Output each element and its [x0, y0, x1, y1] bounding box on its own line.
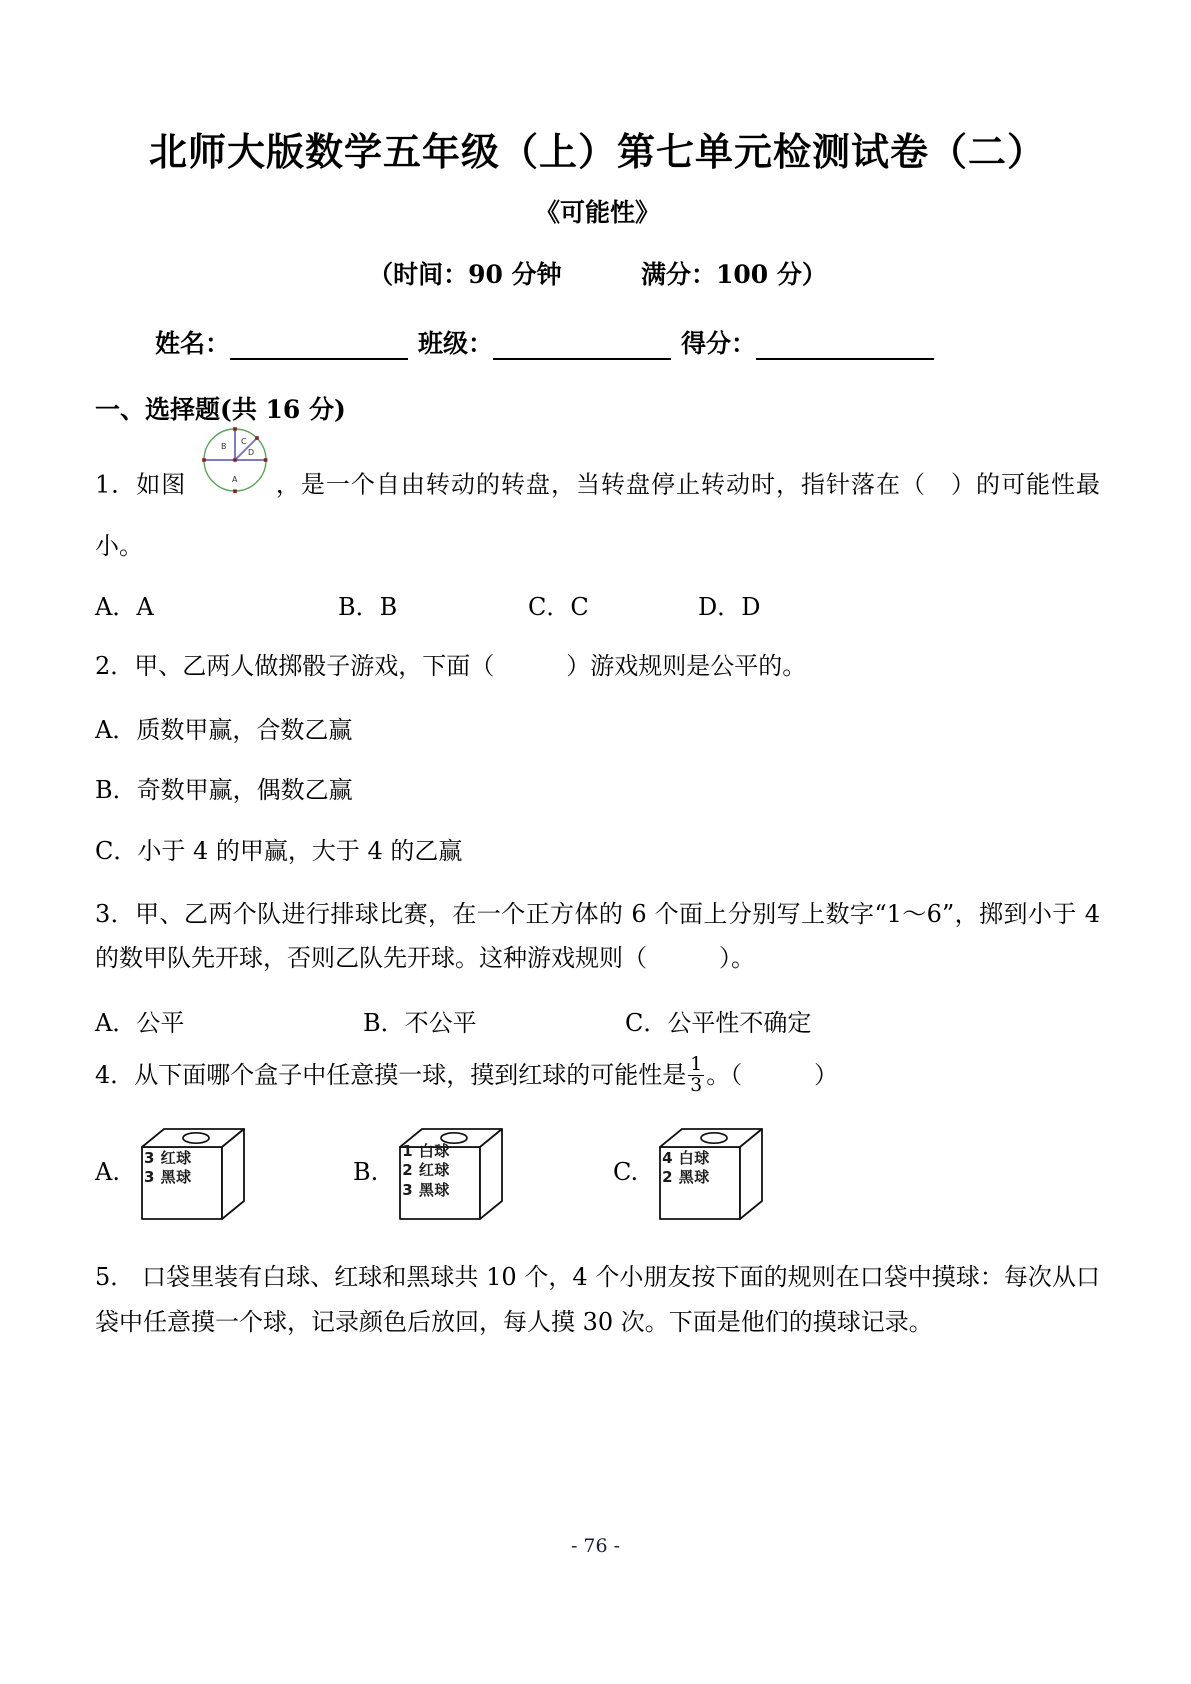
- question-4-option-c[interactable]: [613, 1123, 774, 1227]
- box-c-line-1: 4 白球: [662, 1149, 710, 1168]
- question-1: [95, 437, 1100, 568]
- question-4-text-before: 4．从下面哪个盒子中任意摸一球，摸到红球的可能性是: [95, 1060, 687, 1089]
- question-3-option-a[interactable]: A．公平: [95, 1008, 185, 1037]
- question-1-option-b[interactable]: B．B: [338, 593, 398, 622]
- question-4-box-figures: [95, 1123, 1100, 1233]
- box-b-line-3: 3 黑球: [402, 1180, 450, 1199]
- question-1-option-c[interactable]: C．C: [528, 593, 589, 622]
- exam-time-label: （时间：90 分钟: [368, 259, 562, 289]
- section-title-choice: 一、选择题(共 16 分): [95, 394, 346, 424]
- page-content: [95, 0, 1100, 1344]
- question-4-option-b-label: B.: [353, 1158, 379, 1187]
- question-4-option-c-label: C.: [613, 1158, 639, 1187]
- question-1-option-d[interactable]: D．D: [698, 593, 761, 622]
- box-b-line-2: 2 红球: [402, 1161, 450, 1180]
- page-title: 北师大版数学五年级（上）第七单元检测试卷（二）: [148, 129, 1046, 174]
- name-label: 姓名：: [155, 328, 231, 358]
- box-figure-c-text: [662, 1149, 750, 1187]
- page-subtitle: 《可能性》: [534, 197, 660, 227]
- box-figure-c: [652, 1123, 774, 1227]
- question-4-option-b[interactable]: [353, 1123, 514, 1227]
- box-b-line-1: 1 白球: [402, 1142, 450, 1161]
- class-label: 班级：: [418, 328, 494, 358]
- box-figure-b: [392, 1123, 514, 1227]
- page-number: - 76 -: [570, 1535, 621, 1557]
- question-1-text-after: ，是一个自由转动的转盘，当转盘停止转动时，指针落在（ ）的可能性最小。: [95, 470, 1100, 560]
- question-2-option-a[interactable]: A．质数甲赢，合数乙赢: [95, 715, 353, 744]
- spinner-figure: [197, 422, 273, 498]
- question-3-option-c[interactable]: C．公平性不确定: [625, 1008, 812, 1037]
- fraction-denominator: 3: [690, 1074, 703, 1096]
- svg-text:B: B: [220, 442, 227, 451]
- svg-text:A: A: [231, 475, 238, 484]
- box-a-line-1: 3 红球: [143, 1149, 192, 1168]
- box-figure-a-text: [144, 1149, 232, 1187]
- fraction-one-third: [688, 1055, 704, 1095]
- question-4-text-after: 。（ ）: [706, 1060, 839, 1089]
- question-1-options: [95, 588, 1100, 622]
- question-4: [95, 1053, 1100, 1097]
- box-a-line-2: 3 黑球: [143, 1168, 192, 1187]
- question-4-option-a-label: A.: [95, 1158, 120, 1187]
- score-label: 得分：: [681, 328, 757, 358]
- exam-meta: [95, 260, 1100, 290]
- question-2-option-c[interactable]: C．小于 4 的甲赢，大于 4 的乙赢: [95, 836, 463, 865]
- student-info-row: [95, 324, 1100, 360]
- question-3-option-b[interactable]: B．不公平: [363, 1008, 477, 1037]
- svg-text:D: D: [247, 448, 255, 457]
- question-4-option-a[interactable]: [95, 1123, 256, 1227]
- box-figure-a: [134, 1123, 256, 1227]
- question-2: 2．甲、乙两人做掷骰子游戏，下面（ ）游戏规则是公平的。: [95, 652, 807, 681]
- question-1-option-a[interactable]: A．A: [95, 593, 154, 622]
- name-input-blank[interactable]: [230, 335, 408, 360]
- score-input-blank[interactable]: [756, 335, 934, 360]
- class-input-blank[interactable]: [493, 335, 671, 360]
- svg-text:C: C: [240, 437, 247, 446]
- fraction-numerator: 1: [690, 1054, 703, 1076]
- page-footer: [0, 1535, 1191, 1557]
- question-2-options: [95, 711, 1100, 870]
- box-figure-b-text: [402, 1142, 490, 1200]
- exam-score-label: 满分：100 分）: [641, 259, 827, 289]
- question-1-text-before: 1．如图: [95, 470, 187, 499]
- box-c-line-2: 2 黑球: [662, 1168, 710, 1187]
- question-5: 5． 口袋里装有白球、红球和黑球共 10 个，4 个小朋友按下面的规则在口袋中摸球：每次从口袋中任意摸一个球，记录颜色后放回，每人摸 30 次。下面是他们的摸球记录。: [95, 1263, 1100, 1336]
- question-2-option-b[interactable]: B．奇数甲赢，偶数乙赢: [95, 776, 353, 805]
- question-3: 3．甲、乙两个队进行排球比赛，在一个正方体的 6 个面上分别写上数字“1～6”，掷到小于 4 的数甲队先开球，否则乙队先开球。这种游戏规则（ ）。: [95, 899, 1100, 973]
- question-3-options: [95, 1003, 1100, 1037]
